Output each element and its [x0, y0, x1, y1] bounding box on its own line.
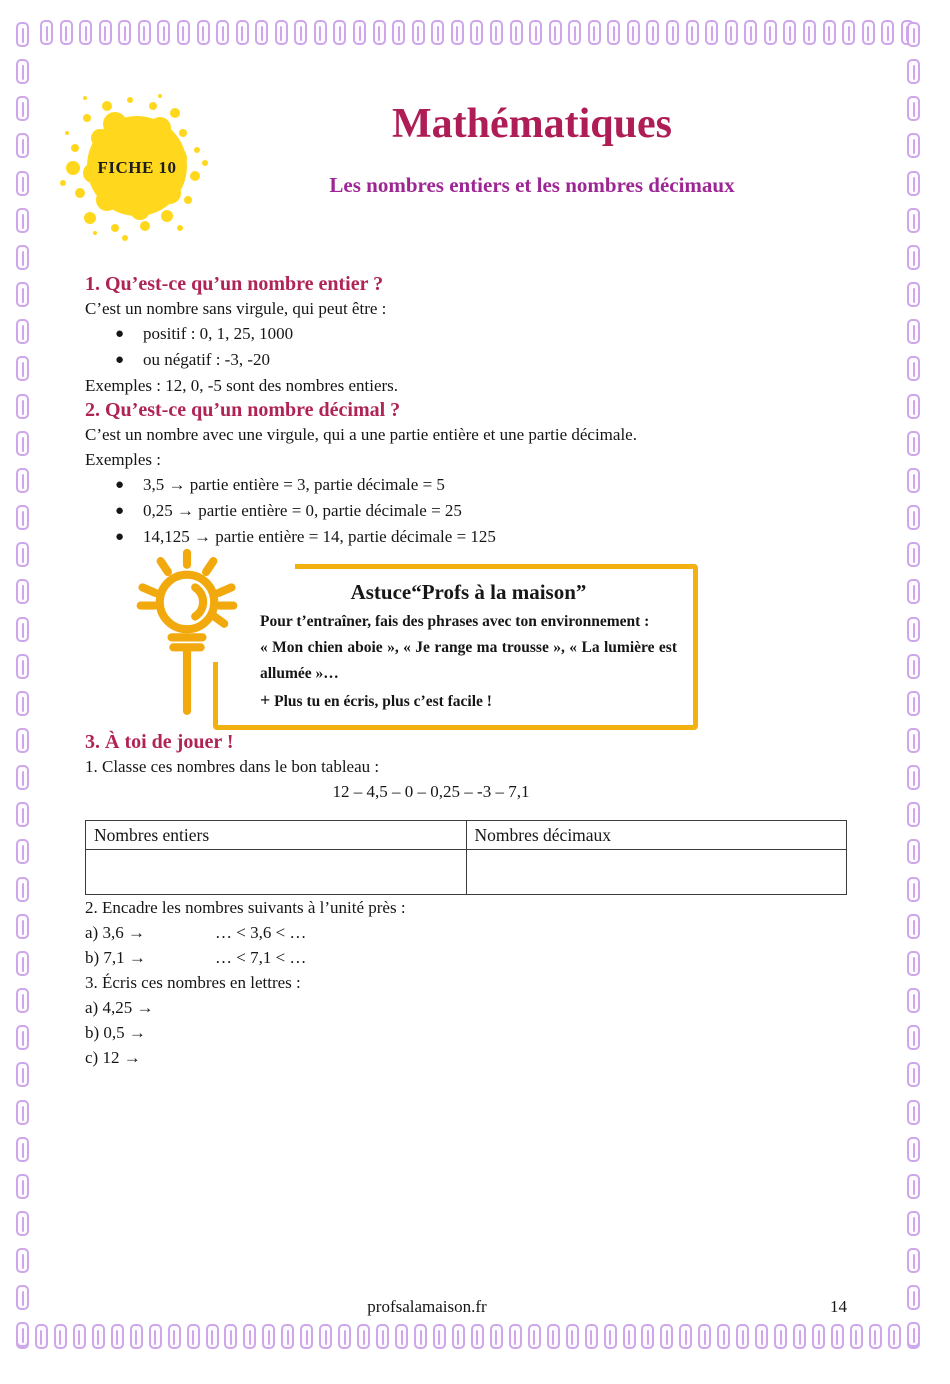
paperclip-icon — [907, 839, 920, 864]
paperclip-icon — [16, 1285, 29, 1310]
paperclip-icon — [842, 20, 855, 45]
paperclip-icon — [275, 20, 288, 45]
paperclip-icon — [907, 319, 920, 344]
paperclip-icon — [451, 20, 464, 45]
table-header-entiers: Nombres entiers — [86, 821, 467, 850]
paperclip-icon — [604, 1324, 617, 1349]
exercise1-numbers: 12 – 4,5 – 0 – 0,25 – -3 – 7,1 — [332, 782, 530, 801]
paperclip-icon — [510, 20, 523, 45]
paperclip-icon — [262, 1324, 275, 1349]
paperclip-icon — [666, 20, 679, 45]
paperclip-icon — [376, 1324, 389, 1349]
section2-heading: 2. Qu’est-ce qu’un nombre décimal ? — [85, 399, 401, 421]
paperclip-icon — [452, 1324, 465, 1349]
paperclip-icon — [319, 1324, 332, 1349]
paperclip-icon — [907, 1174, 920, 1199]
paperclip-icon — [224, 1324, 237, 1349]
paperclip-border-right — [907, 22, 920, 1348]
paperclip-icon — [338, 1324, 351, 1349]
paperclip-icon — [333, 20, 346, 45]
paperclip-icon — [16, 1100, 29, 1125]
paperclip-icon — [823, 20, 836, 45]
paperclip-icon — [16, 133, 29, 158]
paperclip-icon — [16, 1174, 29, 1199]
paperclip-icon — [907, 356, 920, 381]
paperclip-icon — [16, 951, 29, 976]
paperclip-icon — [850, 1324, 863, 1349]
bullet-item — [85, 498, 847, 524]
astuce-line2: « Mon chien aboie », « Je range ma trousse », « La lumière est allumée »… — [260, 639, 677, 682]
paperclip-icon — [471, 1324, 484, 1349]
bullet-icon: ● — [115, 529, 125, 545]
paperclip-icon — [373, 20, 386, 45]
exercise3-item-a: a) 4,25 → — [85, 998, 154, 1017]
paperclip-icon — [35, 1324, 48, 1349]
paperclip-icon — [585, 1324, 598, 1349]
paperclip-icon — [627, 20, 640, 45]
paperclip-icon — [197, 20, 210, 45]
exercise2-label: 2. Encadre les nombres suivants à l’unité près : — [85, 898, 406, 917]
paperclip-icon — [907, 282, 920, 307]
section2-intro: C’est un nombre avec une virgule, qui a une partie entière et une partie décimale. — [85, 425, 637, 444]
page-footer — [85, 1296, 847, 1318]
paperclip-icon — [16, 505, 29, 530]
paperclip-icon — [433, 1324, 446, 1349]
paperclip-icon — [412, 20, 425, 45]
section2-bullet-list — [85, 472, 847, 550]
paperclip-icon — [907, 914, 920, 939]
paperclip-icon — [16, 59, 29, 84]
bullet-icon: ● — [115, 503, 125, 519]
paperclip-icon — [907, 1025, 920, 1050]
paperclip-border-bottom — [16, 1324, 920, 1349]
paperclip-icon — [300, 1324, 313, 1349]
paperclip-icon — [529, 20, 542, 45]
paperclip-icon — [16, 617, 29, 642]
paperclip-icon — [549, 20, 562, 45]
paperclip-icon — [177, 20, 190, 45]
paperclip-icon — [255, 20, 268, 45]
page-number: 14 — [830, 1297, 847, 1316]
paperclip-icon — [646, 20, 659, 45]
paperclip-icon — [907, 468, 920, 493]
exercise1-label: 1. Classe ces nombres dans le bon tableau : — [85, 757, 380, 776]
paperclip-icon — [907, 1322, 920, 1347]
paperclip-icon — [294, 20, 307, 45]
exercise2-answer: … < 3,6 < … — [215, 923, 307, 942]
paperclip-icon — [705, 20, 718, 45]
paperclip-icon — [566, 1324, 579, 1349]
paperclip-icon — [736, 1324, 749, 1349]
paperclip-icon — [16, 542, 29, 567]
section2-examples-label: Exemples : — [85, 450, 162, 469]
paperclip-icon — [353, 20, 366, 45]
exercise2-item-a — [85, 920, 847, 945]
paperclip-icon — [357, 1324, 370, 1349]
paperclip-icon — [16, 1322, 29, 1347]
paperclip-icon — [907, 59, 920, 84]
paperclip-icon — [764, 20, 777, 45]
table-header-decimaux: Nombres décimaux — [466, 821, 847, 850]
paperclip-icon — [16, 1137, 29, 1162]
paperclip-icon — [138, 20, 151, 45]
exercise2-prefix: a) 3,6 → — [85, 923, 145, 942]
bullet-item — [85, 321, 847, 347]
astuce-line1: Pour t’entraîner, fais des phrases avec ton environnement : — [260, 613, 650, 630]
paperclip-icon — [907, 877, 920, 902]
worksheet-content — [85, 272, 847, 1070]
paperclip-icon — [907, 505, 920, 530]
paperclip-icon — [907, 1137, 920, 1162]
paperclip-icon — [16, 96, 29, 121]
paperclip-icon — [528, 1324, 541, 1349]
paperclip-icon — [607, 20, 620, 45]
paperclip-border-top — [40, 20, 914, 45]
paperclip-icon — [395, 1324, 408, 1349]
paperclip-icon — [16, 171, 29, 196]
exercise2-prefix: b) 7,1 → — [85, 948, 146, 967]
paperclip-icon — [216, 20, 229, 45]
table-cell-decimaux-empty — [466, 850, 847, 895]
paperclip-icon — [907, 691, 920, 716]
paperclip-icon — [907, 1285, 920, 1310]
paperclip-icon — [16, 319, 29, 344]
paperclip-icon — [888, 1324, 901, 1349]
paperclip-icon — [16, 579, 29, 604]
paperclip-icon — [623, 1324, 636, 1349]
paperclip-icon — [774, 1324, 787, 1349]
paperclip-icon — [187, 1324, 200, 1349]
astuce-title: Astuce“Profs à la maison” — [350, 580, 587, 604]
paperclip-icon — [16, 431, 29, 456]
paperclip-icon — [118, 20, 131, 45]
paperclip-icon — [698, 1324, 711, 1349]
paperclip-icon — [236, 20, 249, 45]
paperclip-icon — [168, 1324, 181, 1349]
paperclip-icon — [907, 431, 920, 456]
paperclip-icon — [16, 654, 29, 679]
paperclip-icon — [281, 1324, 294, 1349]
footer-site: profsalamaison.fr — [367, 1297, 487, 1316]
paperclip-icon — [907, 988, 920, 1013]
paperclip-icon — [588, 20, 601, 45]
paperclip-icon — [907, 22, 920, 47]
paperclip-icon — [16, 356, 29, 381]
paperclip-icon — [862, 20, 875, 45]
paperclip-icon — [16, 1062, 29, 1087]
paperclip-icon — [470, 20, 483, 45]
paperclip-icon — [414, 1324, 427, 1349]
paperclip-icon — [16, 468, 29, 493]
exercise2-item-b — [85, 945, 847, 970]
section1-example: Exemples : 12, 0, -5 sont des nombres entiers. — [85, 376, 399, 395]
paperclip-icon — [40, 20, 53, 45]
paperclip-icon — [130, 1324, 143, 1349]
paperclip-icon — [431, 20, 444, 45]
paperclip-icon — [314, 20, 327, 45]
paperclip-icon — [206, 1324, 219, 1349]
paperclip-icon — [907, 1100, 920, 1125]
paperclip-icon — [755, 1324, 768, 1349]
paperclip-icon — [16, 728, 29, 753]
header-titles — [150, 100, 914, 198]
classification-table — [85, 820, 847, 895]
bullet-text: positif : 0, 1, 25, 1000 — [143, 324, 294, 343]
paperclip-icon — [907, 802, 920, 827]
paperclip-icon — [660, 1324, 673, 1349]
bullet-icon: ● — [115, 352, 125, 368]
paperclip-icon — [16, 802, 29, 827]
paperclip-icon — [92, 1324, 105, 1349]
exercise3-item-b: b) 0,5 → — [85, 1023, 146, 1042]
paperclip-icon — [16, 1025, 29, 1050]
paperclip-icon — [679, 1324, 692, 1349]
paperclip-icon — [16, 988, 29, 1013]
paperclip-icon — [16, 208, 29, 233]
paperclip-icon — [907, 951, 920, 976]
bullet-text: 0,25 → partie entière = 0, partie décimale = 25 — [143, 501, 462, 520]
table-cell-entiers-empty — [86, 850, 467, 895]
paperclip-icon — [907, 765, 920, 790]
paperclip-icon — [881, 20, 894, 45]
paperclip-icon — [16, 765, 29, 790]
paperclip-icon — [793, 1324, 806, 1349]
paperclip-icon — [392, 20, 405, 45]
paperclip-icon — [907, 1211, 920, 1236]
paperclip-icon — [725, 20, 738, 45]
lightbulb-icon — [128, 543, 246, 724]
bullet-text: 3,5 → partie entière = 3, partie décimale = 5 — [143, 475, 445, 494]
paperclip-icon — [16, 282, 29, 307]
paperclip-icon — [803, 20, 816, 45]
table-header-row — [86, 821, 847, 850]
paperclip-icon — [73, 1324, 86, 1349]
paperclip-icon — [99, 20, 112, 45]
paperclip-icon — [744, 20, 757, 45]
exercise3-label: 3. Écris ces nombres en lettres : — [85, 973, 301, 992]
paperclip-icon — [157, 20, 170, 45]
paperclip-icon — [641, 1324, 654, 1349]
paperclip-icon — [907, 728, 920, 753]
astuce-tip-box — [213, 564, 698, 730]
table-answer-row — [86, 850, 847, 895]
paperclip-icon — [907, 1248, 920, 1273]
paperclip-border-left — [16, 22, 29, 1348]
bullet-icon: ● — [115, 326, 125, 342]
section1-bullet-list — [85, 321, 847, 373]
bullet-item — [85, 347, 847, 373]
paperclip-icon — [149, 1324, 162, 1349]
paperclip-icon — [812, 1324, 825, 1349]
paperclip-icon — [831, 1324, 844, 1349]
paperclip-icon — [783, 20, 796, 45]
exercise3-item-c: c) 12 → — [85, 1048, 141, 1067]
page-subtitle: Les nombres entiers et les nombres décimaux — [329, 173, 735, 197]
paperclip-icon — [16, 839, 29, 864]
paperclip-icon — [568, 20, 581, 45]
paperclip-icon — [907, 654, 920, 679]
paperclip-icon — [509, 1324, 522, 1349]
page-title: Mathématiques — [392, 101, 672, 147]
bullet-text: ou négatif : -3, -20 — [143, 350, 270, 369]
paperclip-icon — [16, 877, 29, 902]
paperclip-icon — [869, 1324, 882, 1349]
bullet-icon: ● — [115, 477, 125, 493]
fiche-label: FICHE 10 — [97, 158, 177, 177]
paperclip-icon — [16, 394, 29, 419]
paperclip-icon — [16, 1211, 29, 1236]
paperclip-icon — [907, 245, 920, 270]
astuce-line3 — [260, 687, 677, 715]
paperclip-icon — [16, 1248, 29, 1273]
paperclip-icon — [111, 1324, 124, 1349]
exercise2-answer: … < 7,1 < … — [215, 948, 307, 967]
paperclip-icon — [907, 579, 920, 604]
section3-heading: 3. À toi de jouer ! — [85, 731, 234, 753]
paperclip-icon — [16, 22, 29, 47]
paperclip-icon — [907, 617, 920, 642]
paperclip-icon — [16, 914, 29, 939]
paperclip-icon — [243, 1324, 256, 1349]
bullet-text: 14,125 → partie entière = 14, partie décimale = 125 — [143, 527, 496, 546]
paperclip-icon — [907, 542, 920, 567]
section1-heading: 1. Qu’est-ce qu’un nombre entier ? — [85, 273, 384, 295]
bullet-item — [85, 472, 847, 498]
paperclip-icon — [490, 1324, 503, 1349]
paperclip-icon — [54, 1324, 67, 1349]
paperclip-icon — [16, 691, 29, 716]
plus-icon: + — [260, 690, 271, 710]
paperclip-icon — [60, 20, 73, 45]
section1-intro: C’est un nombre sans virgule, qui peut être : — [85, 299, 387, 318]
paperclip-icon — [686, 20, 699, 45]
paperclip-icon — [907, 394, 920, 419]
paperclip-icon — [16, 245, 29, 270]
paperclip-icon — [490, 20, 503, 45]
paperclip-icon — [907, 1062, 920, 1087]
astuce-line3-text: Plus tu en écris, plus c’est facile ! — [274, 693, 492, 710]
paperclip-icon — [717, 1324, 730, 1349]
paperclip-icon — [907, 208, 920, 233]
paperclip-icon — [547, 1324, 560, 1349]
paperclip-icon — [79, 20, 92, 45]
